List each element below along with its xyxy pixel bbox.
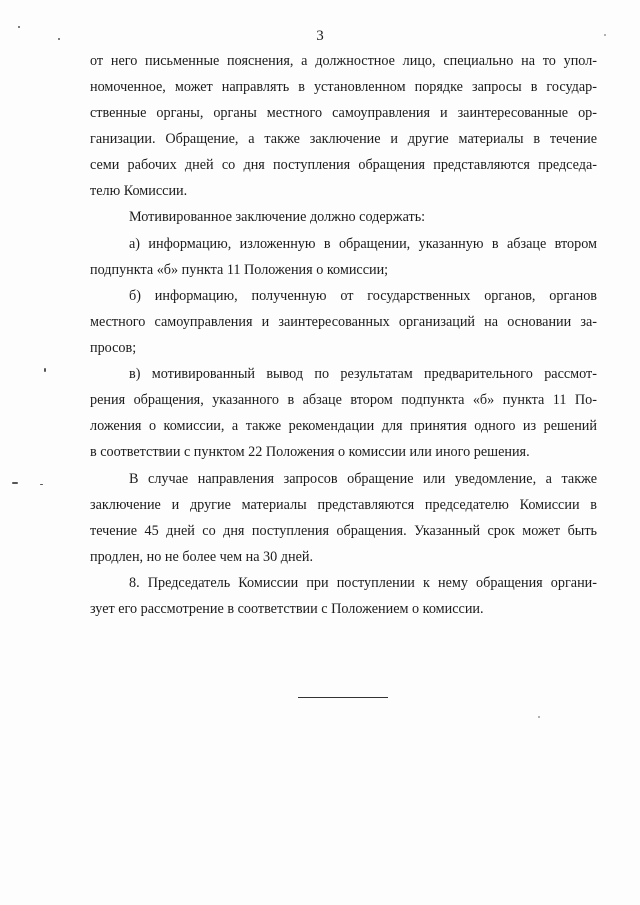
scan-speck [604,34,606,36]
text-line: В случае направления запросов обращение или уведомление, а также [129,471,597,487]
text-line: в) мотивированный вывод по результатам предварительного рассмот- [129,366,597,382]
text-line: от него письменные пояснения, а должностное лицо, специально на то упол- [90,53,597,69]
scan-speck [58,38,60,40]
text-line: местного самоуправления и заинтересованных организаций на основании за- [90,314,597,330]
text-line: семи рабочих дней со дня поступления обращения представляются председа- [90,157,597,173]
text-line: ганизации. Обращение, а также заключение и другие материалы в течение [90,131,597,147]
text-line: ложения о комиссии, а также рекомендации для принятия одного из решений [90,418,597,434]
scan-speck [18,26,20,28]
closing-separator [298,697,388,698]
text-line: заключение и другие материалы представляются председателю Комиссии в [90,497,597,513]
text-line: продлен, но не более чем на 30 дней. [90,549,314,565]
text-line: подпункта «б» пункта 11 Положения о комиссии; [90,262,389,278]
scan-speck [40,484,43,485]
page-number: 3 [316,28,324,44]
text-line: б) информацию, полученную от государственных органов, органов [129,288,597,304]
text-line: рения обращения, указанного в абзаце втором подпункта «б» пункта 11 По- [90,392,597,408]
text-line: ственные органы, органы местного самоуправления и заинтересованные ор- [90,105,597,121]
text-line: а) информацию, изложенную в обращении, указанную в абзаце втором [129,236,597,252]
text-line: зует его рассмотрение в соответствии с Положением о комиссии. [90,601,484,617]
scan-speck [12,482,18,484]
scan-speck [44,368,46,372]
text-line: просов; [90,340,137,356]
text-line: Мотивированное заключение должно содержать: [129,209,426,225]
text-line: 8. Председатель Комиссии при поступлении к нему обращения органи- [129,575,597,591]
text-line: течение 45 дней со дня поступления обращения. Указанный срок может быть [90,523,597,539]
text-line: в соответствии с пунктом 22 Положения о комиссии или иного решения. [90,444,530,460]
scan-speck [538,716,540,718]
text-line: номоченное, может направлять в установленном порядке запросы в государ- [90,79,597,95]
text-line: телю Комиссии. [90,183,188,199]
